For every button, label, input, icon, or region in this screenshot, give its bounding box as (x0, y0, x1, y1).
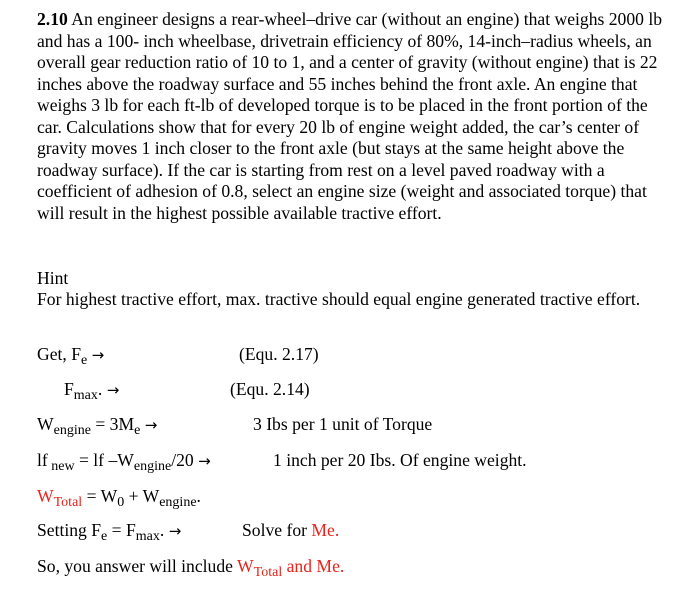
solve-for-me: Solve for Me. (242, 520, 340, 540)
answer-line: So, you answer will include $W_{Total}$ and Me. (37, 556, 345, 580)
hint-text: For highest tractive effort, max. tractive should equal engine generated tractive effort. (37, 289, 641, 309)
note-cg-shift: 1 inch per 20 Ibs. Of engine weight. (273, 450, 527, 470)
hint-title: Hint (37, 268, 69, 288)
arrow-right-icon: → (144, 416, 158, 434)
ref-equ-2-14: (Equ. 2.14) (230, 379, 310, 399)
arrow-right-icon: → (91, 346, 105, 364)
step-wtotal: $W_{Total} = W_0 + W_{engine}$. (37, 486, 201, 510)
note-torque: 3 Ibs per 1 unit of Torque (253, 414, 433, 434)
problem-number: 2.10 (37, 9, 68, 29)
arrow-right-icon: → (106, 381, 120, 399)
problem-text: An engineer designs a rear-wheel–drive car (without an engine) that weighs 2000 lb and has a 100- inch wheelbase, drivetrain efficiency of 80%, 14-inch–radius wheels, an overall gear reduction ratio of 10 to 1, and a center of gravity (without engine) that is 22 inches above the roadway surface and 55 inches behind the front axle. An engine that weighs 3 lb for each ft-lb of developed torque is to be placed in the front portion of the car. Calculations show that for every 20 lb of engine weight added, the car’s center of gravity moves 1 inch closer to the front axle (but stays at the same height above the roadway surface). If the car is starting from rest on a level paved roadway with a coefficient of adhesion of 0.8, select an engine size (weight and associated torque) that will result in the highest possible available tractive effort. (37, 9, 663, 223)
step-get-fe: Get, $F_e$ → (37, 344, 105, 368)
arrow-right-icon: → (168, 522, 182, 540)
step-lf-new: lf $_{new}$ = lf $-W_{engine}/20$ → (37, 450, 211, 474)
step-setting: Setting $F_e = F_{max}$. → (37, 520, 182, 544)
arrow-right-icon: → (198, 452, 211, 470)
step-fmax: $F_{max}$. → (64, 379, 120, 403)
step-wengine: $W_{engine} = 3M_e$ → (37, 414, 158, 438)
ref-equ-2-17: (Equ. 2.17) (239, 344, 319, 364)
problem-statement (37, 9, 663, 224)
